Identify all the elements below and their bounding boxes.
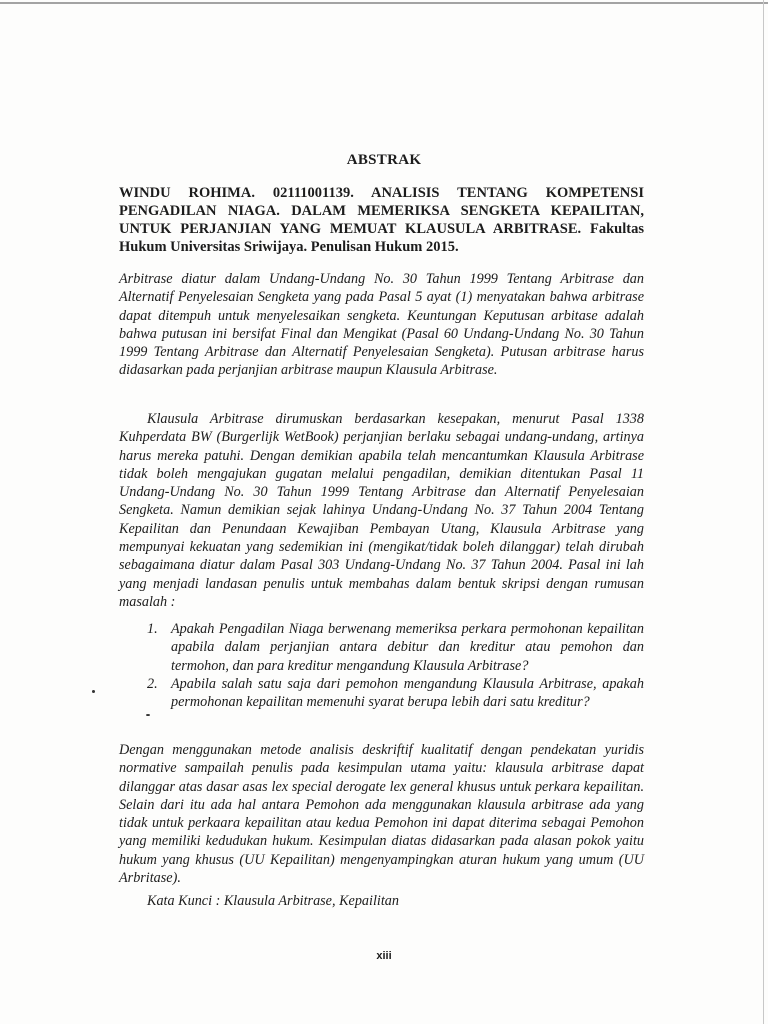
list-item-number: 2. [147, 675, 158, 692]
list-item-text: Apakah Pengadilan Niaga berwenang memeriksa perkara permohonan kepailitan apabila dalam perjanjian antara debitur dan kreditur atau pemohon dan termohon, dan para kreditur mengandung Klausula Arbitrase? [171, 621, 644, 674]
research-questions-list [119, 620, 644, 711]
list-item [119, 675, 644, 712]
paragraph-1: Arbitrase diatur dalam Undang-Undang No. 30 Tahun 1999 Tentang Arbitrase dan Alternatif Penyelesaian Sengketa yang pada Pasal 5 ayat (1) menyatakan bahwa arbitrase dapat ditempuh untuk menyelesaikan sengketa. Keuntungan Keputusan arbitase adalah bahwa putusan ini bersifat Final dan Mengikat (Pasal 60 Undang-Undang No. 30 Tahun 1999 Tentang Arbitrase dan Alternatif Penyelesaian Sengketa). Putusan arbitrase harus didasarkan pada perjanjian arbitrase maupun Klausula Arbitrase. [119, 271, 644, 379]
paragraph-3: Dengan menggunakan metode analisis deskriftif kualitatif dengan pendekatan yuridis normative sampailah penulis pada kesimpulan utama yaitu: klausula arbitrase dapat dilanggar atas dasar asas lex special derogate lex general khusus untuk perkara kepailitan. Selain dari itu ada hal antara Pemohon ada menggunakan klausula arbitrase ada yang tidak untuk perkaara kepailitan atau kedua Pemohon ini dapat diterima sebagai Pemohon yang memiliki kedudukan hukum. Kesimpulan diatas didasarkan pada alasan pokok yaitu hukum yang khusus (UU Kepailitan) mengenyampingkan aturan hukum yang umum (UU Arbritase). [119, 742, 644, 887]
list-item [119, 620, 644, 675]
keywords: Kata Kunci : Klausula Arbitrase, Kepailitan [147, 893, 399, 909]
scan-speck [146, 714, 150, 716]
page-number: xiii [376, 950, 392, 962]
paragraph-2: Klausula Arbitrase dirumuskan berdasarkan kesepakan, menurut Pasal 1338 Kuhperdata BW (Burgerlijk WetBook) perjanjian berlaku sebagai undang-undang, artinya harus mereka patuhi. Dengan demikian apabila telah mencantumkan Klausula Arbitrase tidak boleh mengajukan gugatan melalui pengadilan, demikian ditentukan Pasal 11 Undang-Undang No. 30 Tahun 1999 Tentang Arbitrase dan Alternatif Penyelesaian Sengketa. Namun demikian sejak lahinya Undang-Undang No. 37 Tahun 2004 Tentang Kepailitan dan Penundaan Kewajiban Pembayan Utang, Klausula Arbitrase yang mempunyai kekuatan yang sedemikian ini (mengikat/tidak boleh dilanggar) telah dirubah sebagaimana diatur dalam Pasal 303 Undang-Undang No. 37 Tahun 2004. Pasal ini lah yang menjadi landasan penulis untuk membahas dalam bentuk skripsi dengan rumusan masalah : [119, 411, 644, 610]
scan-speck [92, 690, 95, 693]
abstract-header: WINDU ROHIMA. 02111001139. ANALISIS TENTANG KOMPETENSI PENGADILAN NIAGA. DALAM MEMERIKSA SENGKETA KEPAILITAN, UNTUK PERJANJIAN YANG MEMUAT KLAUSULA ARBITRASE. Fakultas Hukum Universitas Sriwijaya. Penulisan Hukum 2015. [119, 185, 644, 255]
list-item-number: 1. [147, 621, 158, 637]
list-item-text: Apabila salah satu saja dari pemohon mengandung Klausula Arbitrase, apakah permohonan kepailitan memenuhi syarat berupa lebih dari satu kreditur? [171, 675, 644, 711]
scan-top-edge [0, 2, 768, 4]
page-title: ABSTRAK [346, 152, 422, 168]
